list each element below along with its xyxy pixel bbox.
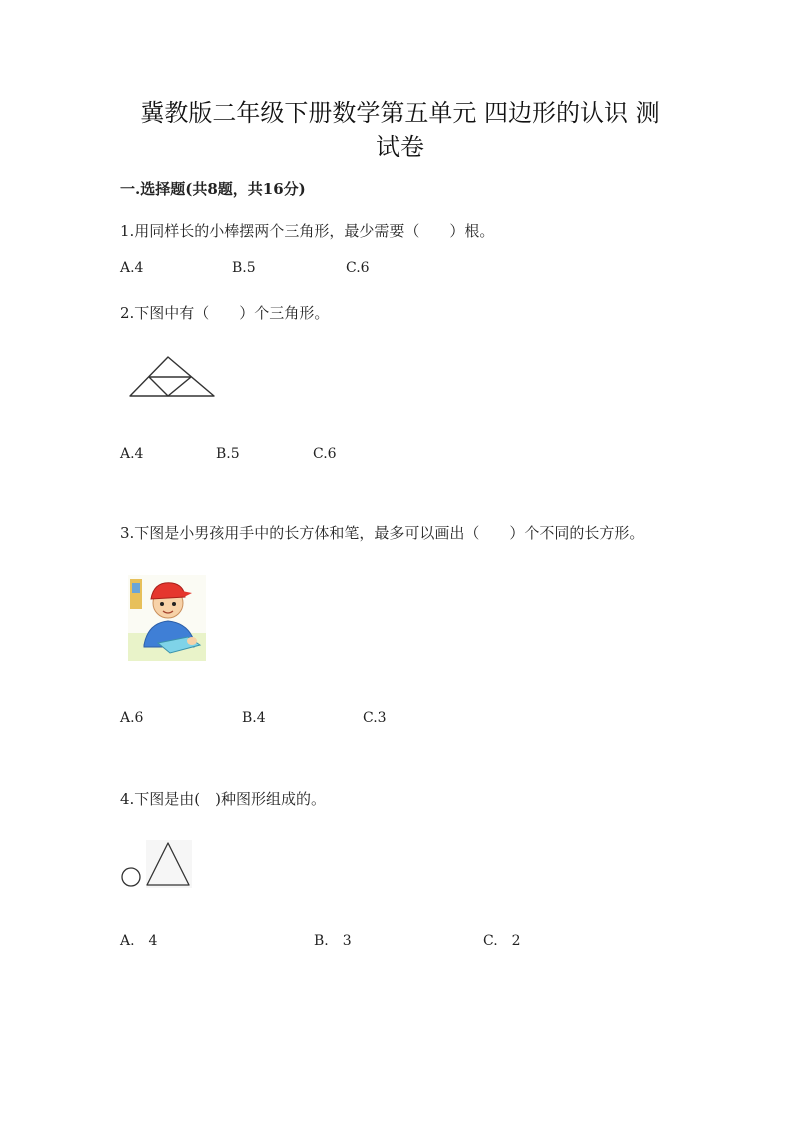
- circle-shape: [122, 868, 140, 886]
- q1-option-a: A.4: [120, 260, 144, 276]
- q4-option-c: C. 2: [483, 933, 521, 949]
- q3-option-c: C.3: [363, 710, 387, 726]
- q3-option-b: B.4: [242, 710, 266, 726]
- question-1: 1.用同样长的小棒摆两个三角形，最少需要（ ）根。: [120, 222, 495, 240]
- title-line-2: 试卷: [376, 133, 424, 161]
- question-4: 4.下图是由( )种图形组成的。: [120, 790, 327, 808]
- q2-option-a: A.4: [120, 446, 144, 462]
- title-line-1: 冀教版二年级下册数学第五单元 四边形的认识 测: [140, 99, 660, 127]
- q4-option-a: A. 4: [120, 933, 158, 949]
- question-2: 2.下图中有（ ）个三角形。: [120, 304, 330, 322]
- q1-option-c: C.6: [346, 260, 370, 276]
- page-title: [80, 96, 720, 164]
- boy-with-cuboid-illustration: [128, 575, 206, 661]
- q4-option-b: B. 3: [314, 933, 352, 949]
- q2-option-b: B.5: [216, 446, 240, 462]
- question-3: 3.下图是小男孩用手中的长方体和笔，最多可以画出（ ）个不同的长方形。: [120, 524, 645, 542]
- circle-triangle-figure: [120, 840, 194, 890]
- triangle-figure: [128, 355, 218, 399]
- q3-option-a: A.6: [120, 710, 144, 726]
- q1-option-b: B.5: [232, 260, 256, 276]
- q2-option-c: C.6: [313, 446, 337, 462]
- section-heading: 一.选择题(共8题，共16分): [120, 180, 306, 198]
